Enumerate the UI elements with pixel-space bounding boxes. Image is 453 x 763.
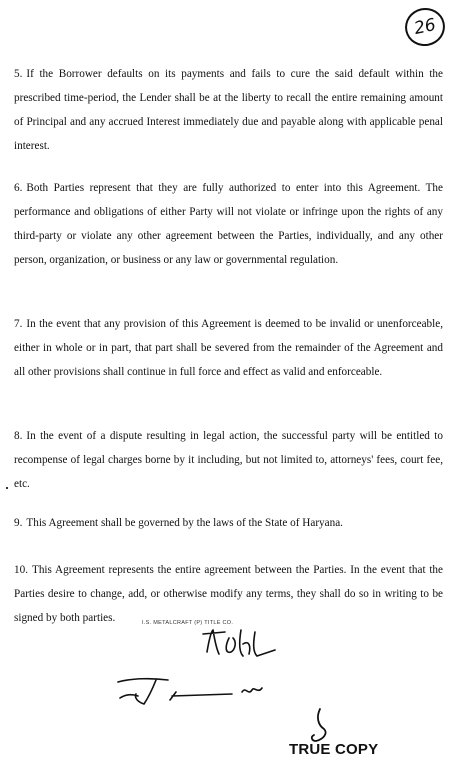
clause-text: Both Parties represent that they are fully authorized to enter into this Agreement. The performance and obligations of either Party will not violate or infringe upon the rights of any third-party or violate any other agreement between the Parties, individually, and any other person, organization, or business or any law or governmental regulation.	[14, 182, 443, 266]
company-stamp-text: I.S. METALCRAFT (P) TITLE CO.	[142, 620, 234, 626]
clause-9	[14, 511, 443, 535]
clause-number: 5.	[14, 68, 23, 80]
clause-number: 7.	[14, 318, 23, 330]
clause-8	[14, 424, 443, 496]
stray-mark	[6, 487, 8, 489]
page-number: 26	[412, 14, 438, 40]
true-copy-label: TRUE COPY	[289, 741, 379, 758]
clause-number: 9.	[14, 517, 23, 529]
initials-mark	[300, 705, 340, 745]
signature-upper	[195, 622, 285, 662]
clause-number: 8.	[14, 430, 23, 442]
clause-text: In the event of a dispute resulting in legal action, the successful party will be entitled to recompense of legal charges borne by it including, but not limited to, attorneys' fees, court fee, etc.	[14, 430, 443, 490]
clause-number: 6.	[14, 182, 23, 194]
clause-text: If the Borrower defaults on its payments and fails to cure the said default within the prescribed time-period, the Lender shall be at the liberty to recall the entire remaining amount of Principal and any accrued Interest immediately due and payable along with applicable penal interest.	[14, 68, 443, 152]
clause-6	[14, 176, 443, 272]
clause-number: 10.	[14, 564, 28, 576]
clause-text: In the event that any provision of this Agreement is deemed to be invalid or unenforceable, either in whole or in part, that part shall be severed from the remainder of the Agreement and all other provisions shall continue in full force and effect as valid and enforceable.	[14, 318, 443, 378]
clause-text: This Agreement represents the entire agreement between the Parties. In the event that the Parties desire to change, add, or otherwise modify any terms, they shall do so in writing to be signed by both parties.	[14, 564, 443, 624]
page-number-circle	[401, 4, 448, 49]
clause-7	[14, 312, 443, 384]
clause-text: This Agreement shall be governed by the laws of the State of Haryana.	[26, 517, 343, 529]
clause-5	[14, 62, 443, 158]
signature-lower	[112, 672, 292, 714]
